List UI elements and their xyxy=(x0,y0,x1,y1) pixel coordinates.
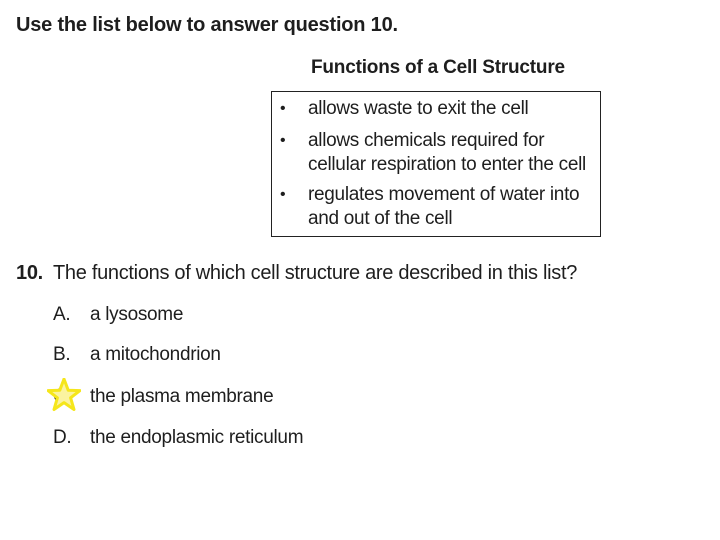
list-item-text: regulates movement of water into and out of the cell xyxy=(308,184,580,229)
bullet-icon: • xyxy=(280,132,286,149)
answer-choice-c[interactable] xyxy=(53,386,273,408)
functions-list-box xyxy=(271,91,601,237)
question xyxy=(16,262,577,285)
instruction-heading: Use the list below to answer question 10. xyxy=(16,14,398,36)
list-item xyxy=(280,97,598,121)
choice-text: a lysosome xyxy=(90,304,184,325)
question-number: 10. xyxy=(16,262,43,284)
list-title: Functions of a Cell Structure xyxy=(311,57,565,78)
list-item-text: allows chemicals required for cellular respiration to enter the cell xyxy=(308,130,586,175)
bullet-icon: • xyxy=(280,100,286,117)
bullet-icon: • xyxy=(280,186,286,203)
choice-letter: A. xyxy=(53,304,71,325)
answer-choice-b[interactable] xyxy=(53,344,221,366)
choice-text: the plasma membrane xyxy=(90,386,274,407)
star-icon xyxy=(47,378,81,412)
choice-letter: B. xyxy=(53,344,71,365)
list-item-text: allows waste to exit the cell xyxy=(308,98,529,119)
answer-choice-a[interactable] xyxy=(53,304,183,326)
list-item xyxy=(280,129,598,177)
list-item xyxy=(280,183,598,231)
question-text: The functions of which cell structure are described in this list? xyxy=(53,262,578,284)
answer-choice-d[interactable] xyxy=(53,427,303,449)
choice-text: a mitochondrion xyxy=(90,344,221,365)
choice-letter: D. xyxy=(53,427,72,448)
choice-text: the endoplasmic reticulum xyxy=(90,427,304,448)
